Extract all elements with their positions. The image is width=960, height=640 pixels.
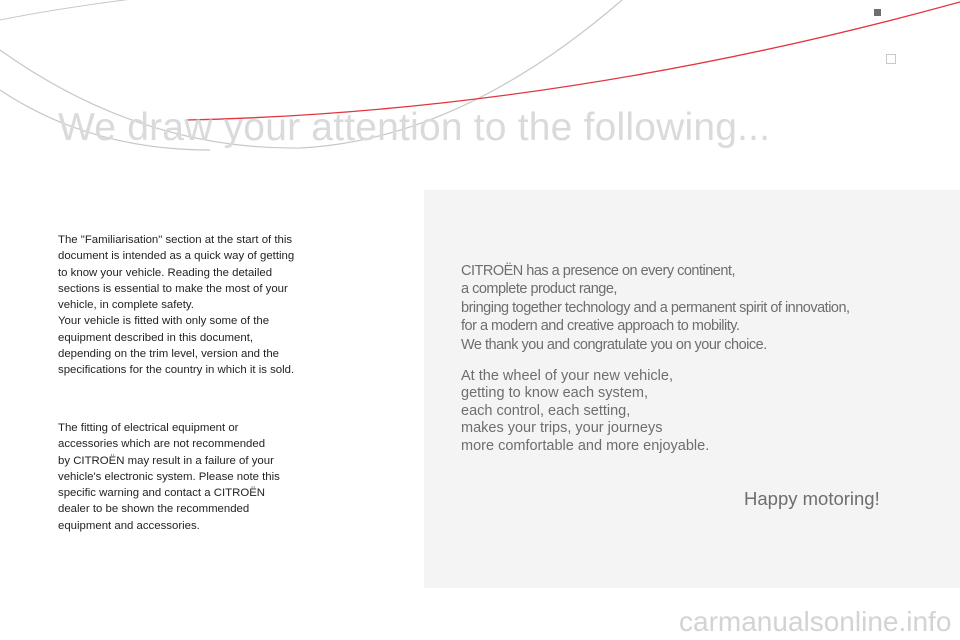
decorative-grey-curve-top <box>0 0 140 20</box>
wheel-text: At the wheel of your new vehicle, getting to know each system, each control, each setting, makes your trips, your journeys more comfortable and more enjoyable. <box>461 368 710 454</box>
closing-text: Happy motoring! <box>744 488 880 509</box>
presence-text: CITROËN has a presence on every continent, a complete product range, bringing together technology and a permanent spirit of innovation, for a modern and creative approach to mobility. We thank you and congratulate you on your choice. <box>461 263 850 353</box>
familiarisation-paragraph: The "Familiarisation" section at the start of this document is intended as a quick way of getting to know your vehicle. Reading the detailed sections is essential to make the most of your vehicle, in complete safety. Your vehicle is fitted with only some of the equipment described in this document, depending on the trim level, version and the specifications for the country in which it is sold. <box>58 234 295 377</box>
electrical-warning-paragraph: The fitting of electrical equipment or accessories which are not recommended by CITROËN may result in a failure of your vehicle's electronic system. Please note this specific warning and contact a CITROËN dealer to be shown the recommended equipment and accessories. <box>58 422 280 532</box>
familiarisation-section <box>58 232 320 379</box>
decorative-red-curve <box>186 2 960 120</box>
electrical-warning-section <box>58 420 320 534</box>
corner-square-outline-icon <box>886 54 896 64</box>
page-title: We draw your attention to the following... <box>58 106 771 149</box>
welcome-panel <box>424 190 960 588</box>
corner-square-filled-icon <box>874 9 881 16</box>
watermark: carmanualsonline.info <box>679 606 952 637</box>
